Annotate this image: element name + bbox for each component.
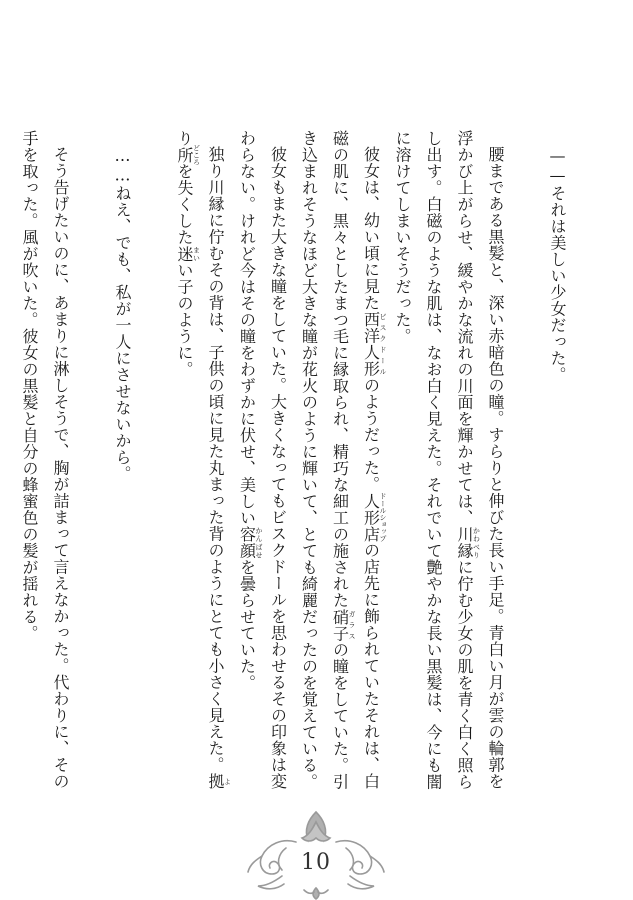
blank-line	[511, 130, 542, 790]
ruby-annotation	[330, 608, 356, 642]
blank-line	[138, 130, 169, 790]
ruby-annotation	[361, 492, 387, 543]
ruby-base: 容顔	[237, 526, 257, 559]
ruby-reading: ガラス	[348, 608, 356, 642]
paragraph	[542, 130, 573, 790]
ruby-base: 人形店	[361, 492, 381, 542]
ruby-annotation	[175, 245, 201, 263]
blank-line	[76, 130, 107, 790]
text-segment: 彼女もまた大きな瞳をしていた。大きくなってもビスクドールを思わせるその印象は変わらない。けれど今はその瞳をわずかに伏せ、美しい	[237, 130, 288, 790]
paragraph	[232, 130, 294, 790]
ruby-annotation	[455, 526, 481, 559]
paragraph	[387, 130, 511, 790]
ruby-reading: よ	[223, 773, 232, 790]
page-number: 10	[301, 849, 331, 875]
text-segment: 独り川縁に佇むその背は、子供の頃に見た丸まった背のようにとても小さく見えた。	[206, 146, 225, 773]
ruby-base: 川縁	[455, 526, 474, 559]
ruby-base: 迷	[175, 245, 194, 262]
ruby-reading: ドールショップ	[379, 492, 387, 542]
vertical-text-body	[14, 130, 573, 790]
ruby-reading: ビスクドール	[379, 311, 387, 377]
text-segment: 腰まである黒髪と、深い赤暗色の瞳。すらりと伸びた長い手足。青白い月が雲の輪郭を浮かび上がらせ、緩やかな流れの川面を輝かせては、	[455, 130, 505, 790]
ruby-base: 西洋人形	[361, 311, 381, 377]
text-segment: のようだった。	[361, 377, 381, 493]
ruby-reading: どころ	[192, 144, 201, 166]
text-segment: り	[175, 130, 194, 147]
text-segment: い子のように。	[175, 262, 194, 378]
ruby-annotation	[361, 311, 387, 377]
text-segment: を失くした	[175, 163, 194, 246]
ruby-base: 所	[175, 144, 194, 166]
ruby-annotation	[175, 144, 201, 166]
text-segment: ……ねえ、でも、私が一人にさせないから。	[113, 146, 132, 482]
ruby-reading: かわべり	[472, 526, 481, 559]
ruby-base: 硝子	[330, 608, 350, 642]
text-segment: に佇む少女の肌を青く白く照らし出す。白磁のような肌は、なお白く見えた。それでいて艶やかな長い黒髪は、今にも闇に溶けてしまいそうだった。	[393, 130, 474, 790]
text-segment: 彼女は、幼い頃に見た	[361, 146, 381, 311]
text-segment: の瞳をしていた。引き込まれそうなほど大きな瞳が花火のように輝いて、とても綺麗だったのを覚えている。	[299, 130, 350, 790]
ruby-base: 拠	[206, 773, 225, 790]
text-segment: を曇らせていた。	[237, 559, 257, 691]
paragraph	[294, 130, 388, 790]
text-segment: ——それは美しい少女だった。	[548, 146, 567, 383]
paragraph	[14, 130, 76, 790]
ruby-annotation	[237, 526, 263, 559]
ruby-annotation	[206, 773, 232, 790]
text-segment: そう告げたいのに、あまりに淋しそうで、胸が詰まって言えなかった。代わりに、その手を取った。風が吹いた。彼女の黒髪と自分の蜂蜜色の髪が揺れる。	[20, 130, 70, 790]
ruby-reading: かんばせ	[255, 526, 263, 559]
ruby-reading: まい	[192, 245, 201, 262]
paragraph	[169, 130, 232, 790]
text-segment: の店先に飾られていたそれは、白磁の肌に、黒々としたまつ毛に縁取られ、精巧な細工の施された	[330, 130, 381, 790]
paragraph	[107, 130, 138, 790]
